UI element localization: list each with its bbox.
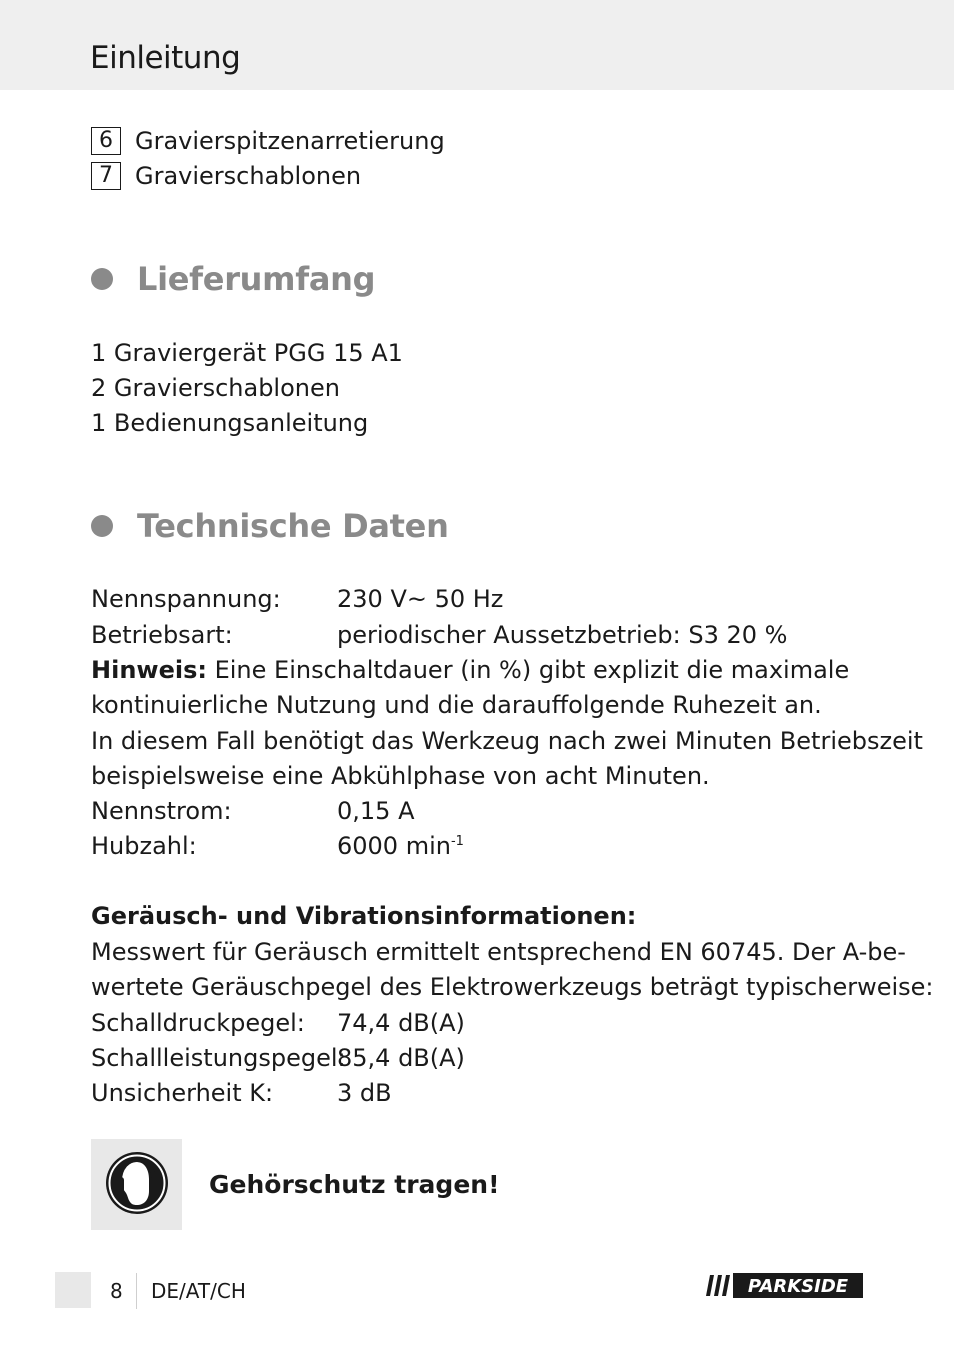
legend-item: [91, 126, 445, 156]
spec-value: 6000 min: [337, 832, 451, 860]
spec-row-unsicherheit: [91, 1079, 392, 1107]
spec-value: 85,4 dB(A): [337, 1044, 465, 1072]
delivery-item: 1 Bedienungsanleitung: [91, 409, 369, 437]
page-number: 8: [110, 1279, 123, 1303]
hinweis-line: kontinuierliche Nutzung und die darauffolgende Ruhezeit an.: [91, 691, 822, 719]
spec-value: periodischer Aussetzbetrieb: S3 20 %: [337, 621, 788, 649]
spec-row-hubzahl: [91, 832, 464, 860]
hinweis-text: Eine Einschaltdauer (in %) gibt explizit die maximale: [206, 656, 850, 684]
spec-label: Hubzahl:: [91, 832, 197, 860]
spec-row-nennspannung: [91, 585, 503, 613]
section-heading-lieferumfang: [91, 260, 375, 298]
spec-value: 74,4 dB(A): [337, 1009, 465, 1037]
parkside-logo: [705, 1273, 863, 1298]
section-title: Technische Daten: [137, 507, 449, 545]
spec-label: Betriebsart:: [91, 621, 233, 649]
spec-label: Schallleistungspegel:: [91, 1044, 346, 1072]
spec-label: Nennstrom:: [91, 797, 232, 825]
hinweis-line: [91, 656, 849, 684]
bullet-icon: [91, 268, 113, 290]
spec-row-nennstrom: [91, 797, 414, 825]
page-title: Einleitung: [90, 40, 241, 76]
spec-value: 0,15 A: [337, 797, 415, 825]
svg-text:PARKSIDE: PARKSIDE: [747, 1276, 849, 1297]
legend-number: 6: [91, 127, 121, 155]
delivery-item: 1 Graviergerät PGG 15 A1: [91, 339, 403, 367]
ear-protection-icon: [105, 1151, 169, 1219]
legend-label: Gravierschablonen: [135, 162, 362, 190]
spec-row-schalldruckpegel: [91, 1009, 465, 1037]
spec-row-schallleistungspegel: [91, 1044, 465, 1072]
section-heading-technische-daten: [91, 507, 449, 545]
noise-heading: Geräusch- und Vibrationsinformationen:: [91, 902, 637, 930]
footer-divider: [136, 1273, 137, 1309]
legend-number: 7: [91, 162, 121, 190]
spec-value: 230 V~ 50 Hz: [337, 585, 504, 613]
hinweis-line: In diesem Fall benötigt das Werkzeug nach zwei Minuten Betriebszeit: [91, 727, 923, 755]
delivery-item: 2 Gravierschablonen: [91, 374, 340, 402]
spec-value: 3 dB: [337, 1079, 392, 1107]
noise-text: Messwert für Geräusch ermittelt entsprechend EN 60745. Der A-be-: [91, 938, 906, 966]
spec-row-betriebsart: [91, 621, 787, 649]
hinweis-line: beispielsweise eine Abkühlphase von acht Minuten.: [91, 762, 710, 790]
spec-label: Unsicherheit K:: [91, 1079, 274, 1107]
ear-protection-warning: Gehörschutz tragen!: [209, 1170, 500, 1199]
bullet-icon: [91, 515, 113, 537]
ear-protection-box: [91, 1139, 182, 1230]
legend-item: [91, 161, 361, 191]
spec-label: Schalldruckpegel:: [91, 1009, 305, 1037]
spec-exponent: -1: [450, 834, 464, 849]
hinweis-label: Hinweis:: [91, 656, 207, 684]
section-title: Lieferumfang: [137, 260, 376, 298]
footer-marker: [55, 1272, 91, 1308]
legend-label: Gravierspitzenarretierung: [135, 127, 445, 155]
noise-text: wertete Geräuschpegel des Elektrowerkzeugs beträgt typischerweise:: [91, 973, 934, 1001]
country-codes: DE/AT/CH: [151, 1279, 246, 1303]
spec-label: Nennspannung:: [91, 585, 281, 613]
